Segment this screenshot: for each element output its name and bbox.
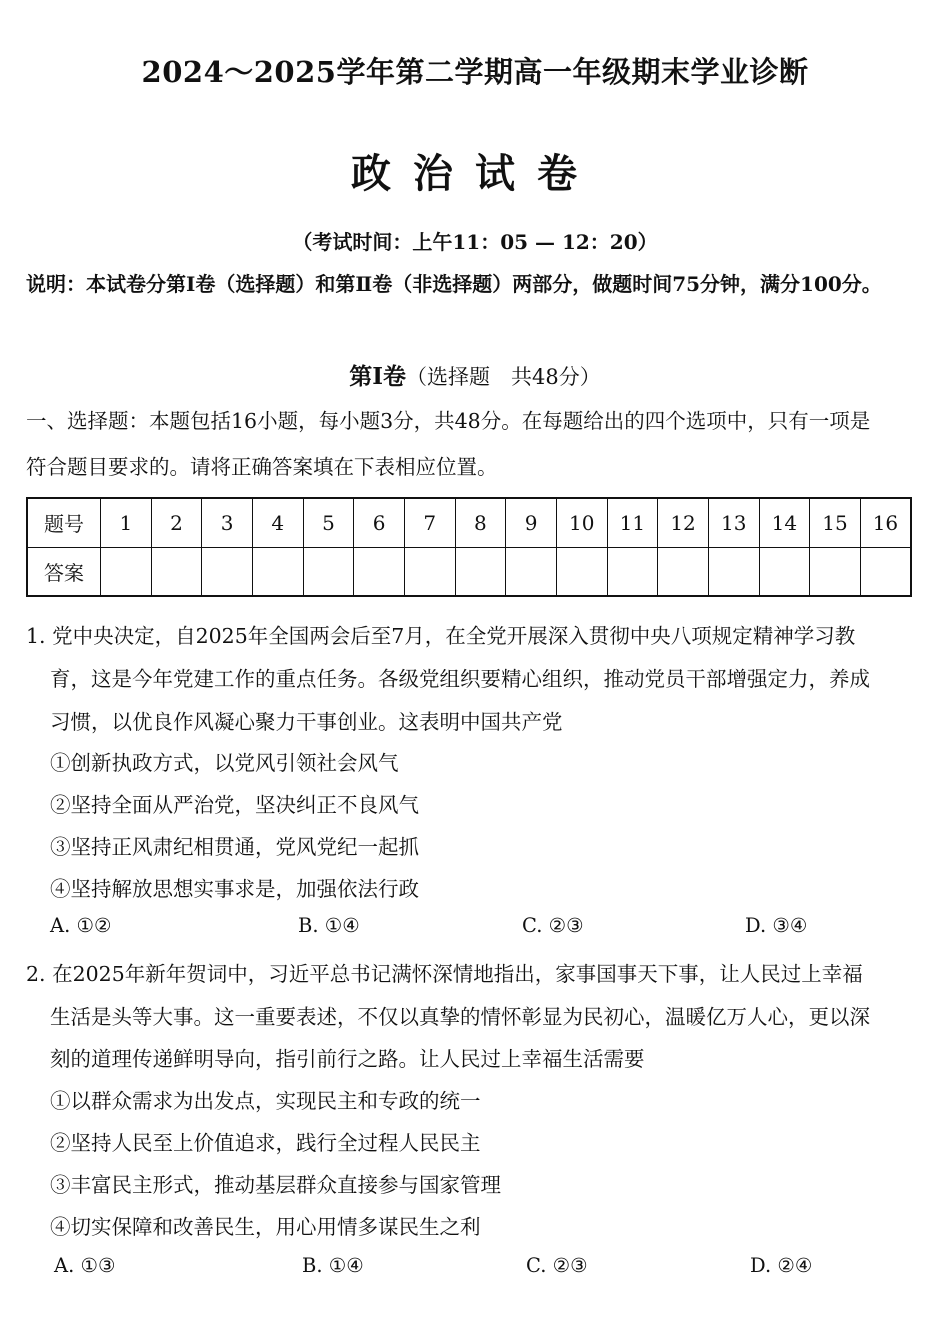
statement-item: ③丰富民主形式，推动基层群众直接参与国家管理: [50, 1173, 501, 1197]
answer-cell[interactable]: [404, 547, 455, 596]
answer-cell[interactable]: [860, 547, 911, 596]
question-number: 8: [455, 498, 506, 547]
option-a[interactable]: A. ①③: [54, 1254, 116, 1277]
question-number: 4: [252, 498, 303, 547]
answer-cell[interactable]: [101, 547, 152, 596]
question-stem-line: 习惯，以优良作风凝心聚力干事创业。这表明中国共产党: [50, 710, 563, 734]
question-number: 14: [759, 498, 810, 547]
subject-title: 政治试卷: [351, 150, 599, 197]
answer-table: [26, 497, 912, 597]
statement-item: ④坚持解放思想实事求是，加强依法行政: [50, 877, 419, 901]
question-number: 11: [607, 498, 658, 547]
instructions: 说明：本试卷分第Ⅰ卷（选择题）和第Ⅱ卷（非选择题）两部分，做题时间75分钟，满分100分。: [26, 272, 882, 296]
answer-cell[interactable]: [303, 547, 354, 596]
question-stem-line: 1. 党中央决定，自2025年全国两会后至7月，在全党开展深入贯彻中央八项规定精神学习教: [26, 624, 856, 648]
exam-time: （考试时间：上午11：05 — 12：20）: [292, 230, 658, 254]
exam-title: 2024～2025学年第二学期高一年级期末学业诊断: [141, 55, 809, 89]
answer-cell[interactable]: [252, 547, 303, 596]
statement-item: ②坚持人民至上价值追求，践行全过程人民民主: [50, 1131, 481, 1155]
question-stem-line: 刻的道理传递鲜明导向，指引前行之路。让人民过上幸福生活需要: [50, 1047, 645, 1071]
answer-cell[interactable]: [151, 547, 202, 596]
answer-cell[interactable]: [354, 547, 405, 596]
option-d[interactable]: D. ②④: [750, 1254, 813, 1277]
option-b[interactable]: B. ①④: [302, 1254, 364, 1277]
option-c[interactable]: C. ②③: [522, 914, 584, 937]
statement-item: ③坚持正风肃纪相贯通，党风党纪一起抓: [50, 835, 419, 859]
answer-cell[interactable]: [658, 547, 709, 596]
question-number: 16: [860, 498, 911, 547]
statement-item: ①创新执政方式，以党风引领社会风气: [50, 751, 399, 775]
section-instruction-line2: 符合题目要求的。请将正确答案填在下表相应位置。: [26, 455, 498, 479]
question-stem-line: 育，这是今年党建工作的重点任务。各级党组织要精心组织，推动党员干部增强定力，养成: [50, 667, 870, 691]
question-number: 10: [556, 498, 607, 547]
question-number: 7: [404, 498, 455, 547]
question-number: 1: [101, 498, 152, 547]
row-label-answer: 答案: [27, 547, 101, 596]
question-number: 15: [810, 498, 861, 547]
answer-cell[interactable]: [759, 547, 810, 596]
statement-item: ①以群众需求为出发点，实现民主和专政的统一: [50, 1089, 481, 1113]
question-number: 13: [708, 498, 759, 547]
answer-table-answer-row: [27, 547, 911, 596]
answer-cell[interactable]: [202, 547, 253, 596]
statement-item: ④切实保障和改善民生，用心用情多谋民生之利: [50, 1215, 481, 1239]
question-number: 12: [658, 498, 709, 547]
option-c[interactable]: C. ②③: [526, 1254, 588, 1277]
answer-cell[interactable]: [556, 547, 607, 596]
part1-heading-label: 第Ⅰ卷: [349, 363, 407, 390]
answer-cell[interactable]: [455, 547, 506, 596]
option-a[interactable]: A. ①②: [50, 914, 112, 937]
answer-cell[interactable]: [506, 547, 557, 596]
statement-item: ②坚持全面从严治党，坚决纠正不良风气: [50, 793, 419, 817]
answer-cell[interactable]: [810, 547, 861, 596]
answer-table-number-row: [27, 498, 911, 547]
question-number: 9: [506, 498, 557, 547]
answer-cell[interactable]: [607, 547, 658, 596]
section-instruction-line1: 一、选择题：本题包括16小题，每小题3分，共48分。在每题给出的四个选项中，只有一项是: [26, 409, 871, 433]
row-label-number: 题号: [27, 498, 101, 547]
question-number: 5: [303, 498, 354, 547]
question-number: 3: [202, 498, 253, 547]
answer-cell[interactable]: [708, 547, 759, 596]
option-d[interactable]: D. ③④: [745, 914, 808, 937]
part1-heading: [0, 358, 950, 391]
question-number: 2: [151, 498, 202, 547]
option-b[interactable]: B. ①④: [298, 914, 360, 937]
question-stem-line: 2. 在2025年新年贺词中，习近平总书记满怀深情地指出，家事国事天下事，让人民过上幸福: [26, 962, 863, 986]
part1-heading-note: （选择题 共48分）: [406, 365, 601, 389]
question-number: 6: [354, 498, 405, 547]
question-stem-line: 生活是头等大事。这一重要表述，不仅以真挚的情怀彰显为民初心，温暖亿万人心，更以深: [50, 1005, 870, 1029]
